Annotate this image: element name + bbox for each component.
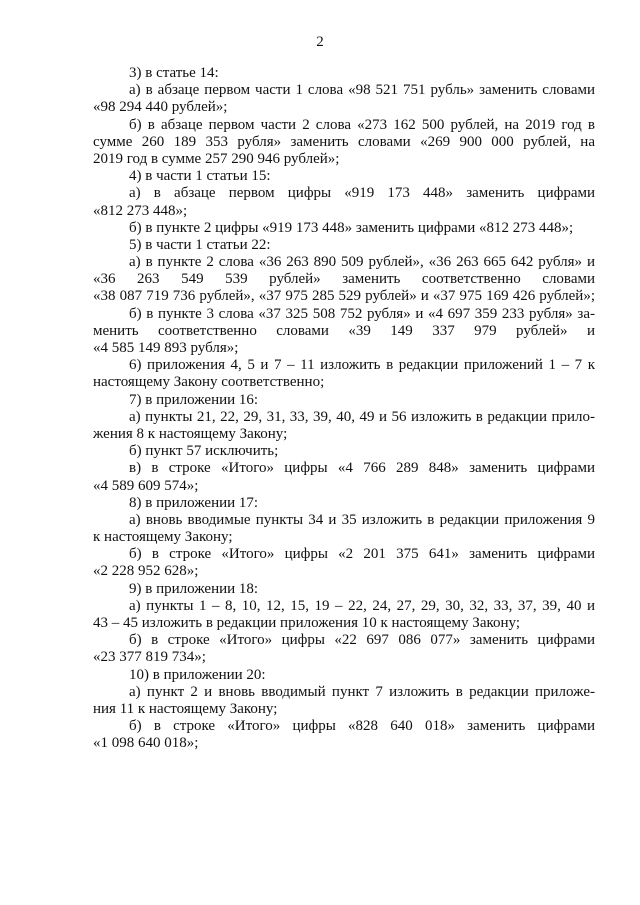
text-line: сумме 260 189 353 рубля» заменить словами «269 900 000 рублей, на <box>93 133 595 150</box>
text-line: 10) в приложении 20: <box>129 666 266 683</box>
text-line: б) в строке «Итого» цифры «828 640 018» заменить цифрами <box>129 718 595 735</box>
text-line: 43 – 45 изложить в редакции приложения 10 к настоящему Закону; <box>93 615 520 631</box>
text-line: 2019 год в сумме 257 290 946 рублей»; <box>93 150 340 167</box>
text-line: «23 377 819 734»; <box>93 649 206 666</box>
text-line: 5) в части 1 статьи 22: <box>129 236 271 253</box>
text-line: б) в строке «Итого» цифры «2 201 375 641» заменить цифрами <box>129 546 595 563</box>
text-line: 3) в статье 14: <box>129 65 219 81</box>
text-line: к настоящему Закону; <box>93 529 233 546</box>
text-line: жения 8 к настоящему Закону; <box>93 425 288 442</box>
text-line: «98 294 440 рублей»; <box>93 99 228 116</box>
text-line: а) в абзаце первом цифры «919 173 448» заменить цифрами <box>129 185 595 202</box>
text-line: «2 228 952 628»; <box>93 563 199 580</box>
page-number: 2 <box>316 34 324 50</box>
text-line: 7) в приложении 16: <box>129 391 259 408</box>
text-line: «4 585 149 893 рубля»; <box>93 340 239 356</box>
text-line: а) пункты 21, 22, 29, 31, 33, 39, 40, 49 и 56 изложить в редакции прило- <box>129 408 595 425</box>
text-line: ния 11 к настоящему Закону; <box>93 700 278 717</box>
text-line: а) пункты 1 – 8, 10, 12, 15, 19 – 22, 24, 27, 29, 30, 32, 33, 37, 39, 40 и <box>129 597 595 614</box>
text-line: 8) в приложении 17: <box>129 494 259 511</box>
text-line: б) в строке «Итого» цифры «22 697 086 077» заменить цифрами <box>129 632 595 649</box>
text-line: менить соответственно словами «39 149 337 979 рублей» и <box>93 322 595 339</box>
text-line: б) пункт 57 исключить; <box>129 443 279 460</box>
text-line: в) в строке «Итого» цифры «4 766 289 848» заменить цифрами <box>129 460 595 477</box>
text-line: «1 098 640 018»; <box>93 735 199 752</box>
text-line: «4 589 609 574»; <box>93 477 199 494</box>
text-line: б) в абзаце первом части 2 слова «273 162 500 рублей, на 2019 год в <box>129 116 595 133</box>
text-line: «38 087 719 736 рублей», «37 975 285 529 рублей» и «37 975 169 426 рублей»; <box>93 288 595 305</box>
text-line: б) в пункте 2 цифры «919 173 448» заменить цифрами «812 273 448»; <box>129 219 574 236</box>
document-body <box>93 65 595 753</box>
text-line: 6) приложения 4, 5 и 7 – 11 изложить в редакции приложений 1 – 7 к <box>129 357 595 374</box>
text-line: «36 263 549 539 рублей» заменить соответственно словами <box>93 271 595 288</box>
text-line: настоящему Закону соответственно; <box>93 374 325 391</box>
text-line: а) вновь вводимые пункты 34 и 35 изложить в редакции приложения 9 <box>129 511 595 528</box>
text-line: а) в абзаце первом части 1 слова «98 521 751 рубль» заменить словами <box>129 82 595 99</box>
text-line: 9) в приложении 18: <box>129 580 259 597</box>
text-line: б) в пункте 3 слова «37 325 508 752 рубля» и «4 697 359 233 рубля» за- <box>129 305 595 322</box>
text-line: 4) в части 1 статьи 15: <box>129 168 271 185</box>
text-line: а) пункт 2 и вновь вводимый пункт 7 изложить в редакции приложе- <box>129 683 595 700</box>
text-line: а) в пункте 2 слова «36 263 890 509 рублей», «36 263 665 642 рубля» и <box>129 254 595 271</box>
text-line: «812 273 448»; <box>93 202 188 219</box>
